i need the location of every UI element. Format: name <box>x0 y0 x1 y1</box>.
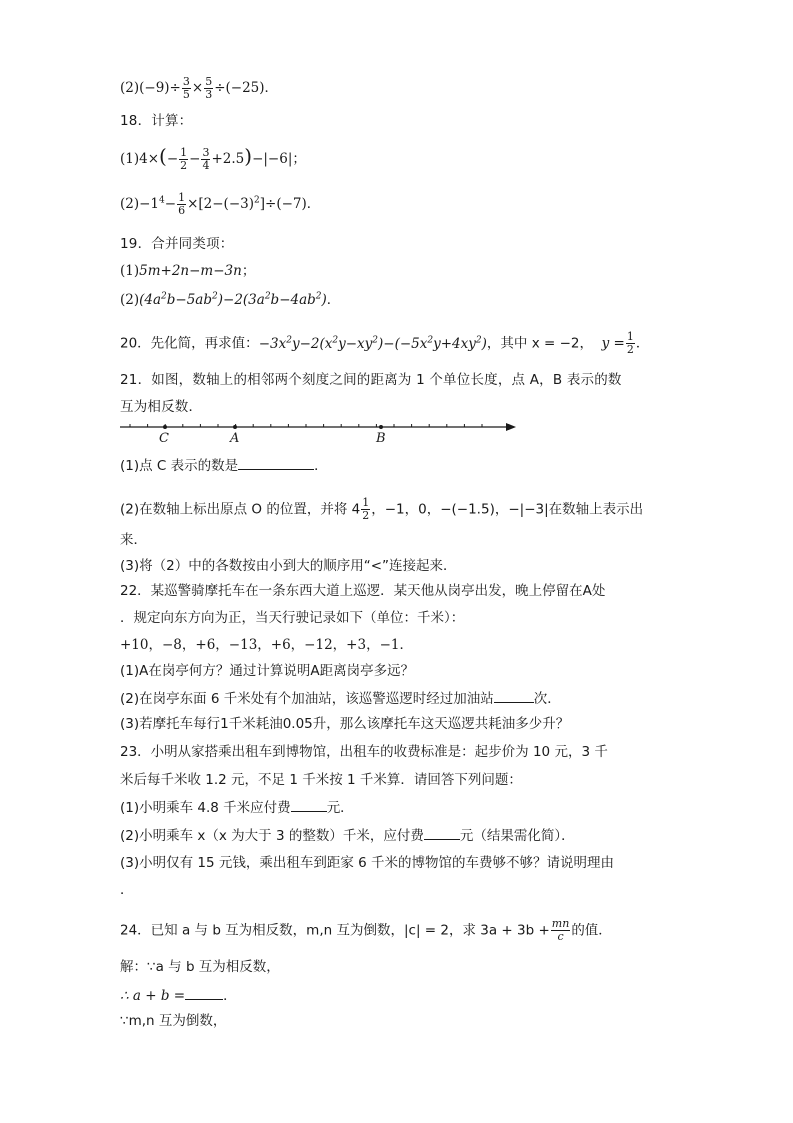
q23-part3: (3)小明仅有 15 元钱，乘出租车到距家 6 千米的博物馆的车费够不够？请说明理由 <box>120 855 615 871</box>
point-a-label: A <box>230 431 240 446</box>
q18-title: 18．计算： <box>120 113 193 129</box>
q22-part1: (1)A在岗亭何方？通过计算说明A距离岗亭多远？ <box>120 663 415 679</box>
point-b-dot <box>379 425 383 429</box>
q20-expression: $-3x^2y-2(x^2y-xy^2)-(-5x^2y+4xy^2)$ <box>258 335 487 352</box>
fraction: $\frac{1}{2}$ <box>362 496 370 522</box>
fraction: $\frac{3}{5}$ <box>182 75 190 101</box>
q24-solution-line3: ∵m,n 互为倒数， <box>120 1013 227 1029</box>
q23-part1: (1)小明乘车 4.8 千米应付费 元． <box>120 797 354 818</box>
answer-blank[interactable] <box>494 688 534 703</box>
q21-part2: (2)在数轴上标出原点 O 的位置，并将 4 $\frac{1}{2}$ ，−1，0，−(−1.5)，−|−3|在数轴上表示出 <box>120 496 644 522</box>
q23-line1: 23．小明从家搭乘出租车到博物馆，出租车的收费标准是：起步价为 10 元，3 千 <box>120 744 608 760</box>
point-a-dot <box>233 425 237 429</box>
answer-blank[interactable] <box>291 797 327 812</box>
fraction: $\frac{3}{4}$ <box>202 146 210 172</box>
point-c-label: C <box>159 431 169 446</box>
q19-part2: $(2)(4a^2b-5ab^2)-2(3a^2b-4ab^2)$． <box>120 291 341 308</box>
q18-part2: $(2)-1^4-$ $\frac{1}{6}$ $\times[2-(-3)^2]\div(-7)$． <box>120 191 321 217</box>
q21-part1: (1)点 C 表示的数是 ． <box>120 455 328 476</box>
q21-part3: (3)将（2）中的各数按由小到大的顺序用“<”连接起来． <box>120 558 457 574</box>
q23-part3-end: ． <box>120 882 134 898</box>
point-b-label: B <box>376 431 386 446</box>
q23-part2: (2)小明乘车 x（x 为大于 3 的整数）千米，应付费 元（结果需化简）． <box>120 825 575 846</box>
answer-blank[interactable] <box>238 455 314 470</box>
fraction: $\frac{5}{3}$ <box>205 75 213 101</box>
point-c-dot <box>163 425 167 429</box>
q21-part2-cont: 来． <box>120 532 147 548</box>
fraction: $\frac{1}{6}$ <box>178 191 186 217</box>
q22-record: +10，−8，+6，−13，+6，−12，+3，−1． <box>120 637 413 653</box>
q21-line1: 21．如图，数轴上的相邻两个刻度之间的距离为 1 个单位长度，点 A，B 表示的数 <box>120 372 622 388</box>
q20-line: 20．先化简，再求值：$-3x^2y-2(x^2y-xy^2)-(-5x^2y+4xy^2)$，其中 x = −2， y = $\frac{1}{2}$ ． <box>120 330 650 356</box>
fraction: $\frac{1}{2}$ <box>626 330 634 356</box>
q17-part2: (2)(−9)÷ $\frac{3}{5}$ × $\frac{5}{3}$ ÷(−25)． <box>120 75 279 101</box>
number-line-arrow <box>506 423 516 431</box>
q24-question: 24．已知 a 与 b 互为相反数，m,n 互为倒数，|c| = 2，求 3a + 3b + $\frac{mn}{c}$ 的值． <box>120 917 612 943</box>
answer-blank[interactable] <box>424 825 460 840</box>
q19-part1: (1)5m+2n−m−3n； <box>120 263 256 279</box>
q22-line2: ．规定向东方向为正，当天行驶记录如下（单位：千米）： <box>120 610 465 626</box>
answer-blank[interactable] <box>185 985 223 1000</box>
q21-line2: 互为相反数． <box>120 399 203 415</box>
q22-line1: 22．某巡警骑摩托车在一条东西大道上巡逻．某天他从岗亭出发，晚上停留在A处 <box>120 583 606 599</box>
q24-solution-line2: ∴ a + b = ． <box>120 985 237 1006</box>
q22-part3: (3)若摩托车每行1千米耗油0.05升，那么该摩托车这天巡逻共耗油多少升？ <box>120 716 570 732</box>
q18-part1: (1)4×(− $\frac{1}{2}$ − $\frac{3}{4}$ +2.5)−|−6|； <box>120 144 306 172</box>
number-line <box>118 418 518 446</box>
q19-title: 19．合并同类项： <box>120 236 234 252</box>
q24-solution-line1: 解：∵a 与 b 互为相反数， <box>120 959 280 975</box>
number-line-ticks <box>130 424 482 427</box>
q23-line2: 米后每千米收 1.2 元，不足 1 千米按 1 千米算．请回答下列问题： <box>120 772 522 788</box>
fraction: $\frac{mn}{c}$ <box>551 917 570 943</box>
fraction: $\frac{1}{2}$ <box>180 146 188 172</box>
q22-part2: (2)在岗亭东面 6 千米处有个加油站，该巡警巡逻时经过加油站 次． <box>120 688 561 709</box>
